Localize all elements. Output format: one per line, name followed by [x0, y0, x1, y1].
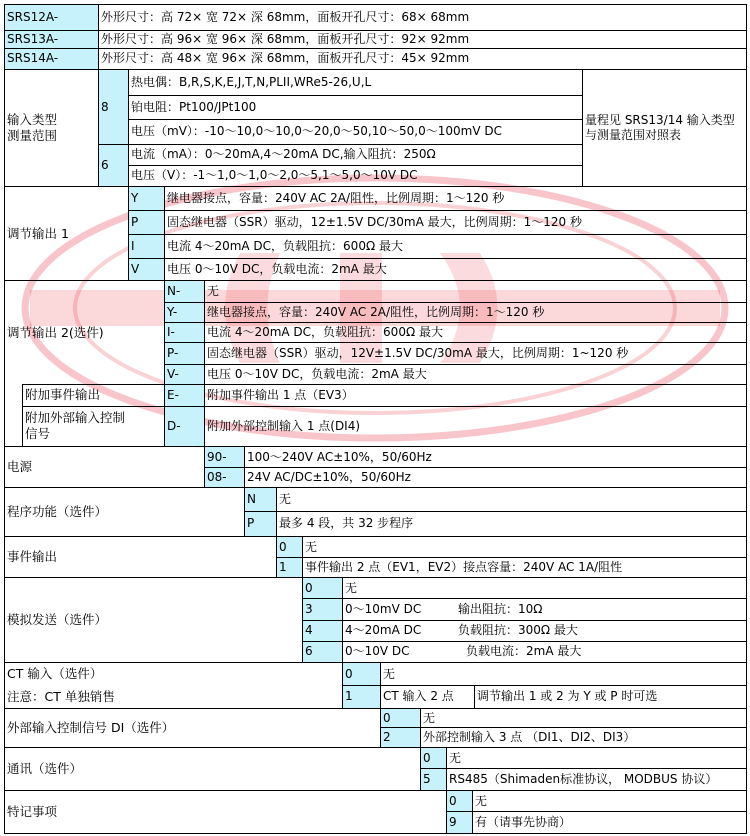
grid-line — [4, 446, 746, 447]
output1-code-i: I — [128, 234, 164, 258]
special-desc-0: 无 — [475, 793, 488, 808]
model-code-srs13a: SRS13A- — [4, 30, 98, 48]
output2-desc-y: 继电器接点，容量：240V AC 2A/阻性，比例周期：1～120 秒 — [207, 304, 545, 319]
ct-code-0: 0 — [342, 663, 380, 685]
grid-line — [4, 662, 746, 663]
ct-desc-0: 无 — [383, 666, 396, 681]
output1-desc-i: 电流 4～20mA DC，负载阻抗：600Ω 最大 — [167, 238, 403, 253]
grid-line — [582, 69, 583, 186]
power-code-90: 90- — [204, 447, 244, 467]
grid-line — [164, 342, 746, 343]
model-desc-srs12a: 外形尺寸：高 72× 宽 72× 深 68mm，面板开孔尺寸：68× 68mm — [101, 10, 470, 24]
di4-code: D- — [164, 406, 204, 446]
analog-extra-3: 输出阻抗：10Ω — [458, 601, 543, 616]
grid-line — [204, 467, 746, 468]
output2-code-p: P- — [164, 342, 204, 364]
analog-code-3: 3 — [302, 598, 342, 620]
di-ext-label: 外部输入控制信号 DI（选件） — [7, 720, 175, 736]
grid-line — [302, 536, 303, 662]
di-ext-code-0: 0 — [380, 709, 420, 727]
ct-label: CT 输入（选件） — [7, 666, 103, 682]
power-label: 电源 — [7, 459, 33, 475]
grid-line — [380, 662, 381, 747]
input-rtd: 铂电阻：Pt100/JPt100 — [131, 99, 257, 114]
grid-line — [164, 364, 746, 365]
special-label: 特记事项 — [7, 804, 58, 820]
frame-bottom — [4, 833, 746, 834]
grid-line — [474, 685, 475, 708]
grid-line — [22, 384, 23, 446]
grid-line — [4, 186, 746, 187]
grid-line — [380, 727, 746, 728]
output2-desc-v: 电压 0～10V DC，负载电流：2mA 最大 — [207, 366, 427, 381]
grid-line — [4, 790, 746, 791]
event3-label: 附加事件输出 — [25, 387, 101, 403]
comm-code-5: 5 — [420, 768, 446, 790]
event-output-label: 事件输出 — [7, 549, 58, 565]
ct-extra-1: 调节输出 1 或 2 为 Y 或 P 时可选 — [477, 689, 658, 703]
grid-line — [276, 557, 746, 558]
output1-code-v: V — [128, 258, 164, 280]
di4-desc: 附加外部控制输入 1 点(DI4) — [207, 418, 361, 433]
output2-code-y: Y- — [164, 302, 204, 322]
comm-code-0: 0 — [420, 748, 446, 768]
grid-line — [164, 186, 165, 280]
special-code-0: 0 — [446, 791, 472, 811]
model-code-srs14a: SRS14A- — [4, 48, 98, 69]
input-code-8: 8 — [98, 70, 128, 144]
grid-line — [164, 280, 165, 446]
analog-code-6: 6 — [302, 641, 342, 662]
grid-line — [4, 487, 746, 488]
frame-top — [4, 4, 746, 5]
grid-line — [4, 536, 746, 537]
grid-line — [128, 186, 129, 280]
program-code-p: P — [244, 511, 276, 536]
output1-desc-y: 继电器接点，容量：240V AC 2A/阻性，比例周期：1～120 秒 — [167, 191, 505, 205]
output2-label: 调节输出 2(选件) — [7, 324, 104, 340]
di-ext-desc-2: 外部控制输入 3 点 （DI1、DI2、DI3） — [423, 729, 636, 744]
output1-code-y: Y — [128, 187, 164, 210]
output2-code-n: N- — [164, 281, 204, 302]
grid-line — [204, 280, 205, 446]
analog-code-4: 4 — [302, 620, 342, 641]
analog-desc-3: 0～10mV DC — [345, 601, 422, 616]
program-desc-p: 最多 4 段，共 32 步程序 — [279, 516, 414, 530]
di-ext-desc-0: 无 — [423, 710, 436, 725]
grid-line — [4, 708, 746, 709]
grid-line — [244, 511, 746, 512]
grid-line — [22, 406, 746, 407]
grid-line — [98, 4, 99, 186]
analog-extra-6: 负载电流：2mA 最大 — [466, 644, 582, 658]
grid-line — [22, 384, 746, 385]
grid-line — [4, 280, 746, 281]
analog-extra-4: 负载阻抗：300Ω 最大 — [458, 623, 578, 637]
ct-code-1: 1 — [342, 685, 380, 708]
power-desc-90: 100～240V AC±10%，50/60Hz — [247, 449, 432, 464]
input-range-note: 量程见 SRS13/14 输入类型与测量范围对照表 — [585, 113, 735, 142]
grid-line — [420, 708, 421, 790]
ct-desc-1: CT 输入 2 点 — [383, 689, 454, 703]
grid-line — [4, 747, 746, 748]
output1-code-p: P — [128, 210, 164, 234]
model-desc-srs14a: 外形尺寸：高 48× 宽 96× 深 68mm，面板开孔尺寸：45× 92mm — [101, 51, 470, 65]
grid-line — [276, 487, 277, 577]
grid-line — [128, 95, 582, 96]
grid-line — [302, 641, 746, 642]
program-label: 程序功能（选件） — [7, 504, 108, 520]
event3-code: E- — [164, 384, 204, 406]
input-mv: 电压（mV）：-10～10,0～10,0～20,0～50,10～50,0～100mV DC — [131, 124, 502, 138]
event-output-code-0: 0 — [276, 537, 302, 557]
program-code-n: N — [244, 488, 276, 511]
output2-desc-n: 无 — [207, 284, 220, 298]
grid-line — [302, 598, 746, 599]
grid-line — [446, 811, 746, 812]
event-output-code-1: 1 — [276, 557, 302, 577]
power-desc-08: 24V AC/DC±10%，50/60Hz — [247, 469, 411, 484]
event-output-desc-0: 无 — [305, 539, 318, 554]
grid-line — [244, 446, 245, 536]
model-code-srs12a: SRS12A- — [4, 5, 98, 30]
output2-desc-i: 电流 4～20mA DC，负载阻抗：600Ω 最大 — [207, 324, 443, 339]
frame-left — [4, 4, 5, 834]
comm-desc-5: RS485（Shimaden标准协议， MODBUS 协议） — [449, 771, 718, 786]
analog-desc-6: 0～10V DC — [345, 644, 410, 658]
di-ext-code-2: 2 — [380, 727, 420, 747]
special-desc-9: 有（请事先协商） — [475, 814, 572, 829]
output1-desc-v: 电压 0～10V DC，负载电流：2mA 最大 — [167, 261, 387, 276]
input-ma: 电流（mA）：0～20mA,4～20mA DC,输入阻抗：250Ω — [131, 147, 436, 161]
input-code-6: 6 — [98, 144, 128, 186]
analog-desc-4: 4～20mA DC — [345, 623, 422, 637]
model-desc-srs13a: 外形尺寸：高 96× 宽 96× 深 68mm，面板开孔尺寸：92× 92mm — [101, 31, 470, 46]
special-code-9: 9 — [446, 811, 472, 833]
comm-label: 通讯（选件） — [7, 761, 83, 777]
comm-desc-0: 无 — [449, 750, 462, 765]
output2-code-v: V- — [164, 364, 204, 384]
grid-line — [4, 69, 746, 70]
grid-line — [342, 685, 746, 686]
grid-line — [128, 210, 746, 211]
ct-note: 注意：CT 单独销售 — [7, 688, 115, 704]
analog-label: 模拟发送（选件） — [7, 612, 108, 628]
grid-line — [4, 30, 746, 31]
event-output-desc-1: 事件输出 2 点（EV1，EV2）接点容量：240V AC 1A/阻性 — [305, 559, 623, 574]
grid-line — [128, 119, 582, 120]
grid-line — [302, 620, 746, 621]
input-thermocouple: 热电偶：B,R,S,K,E,J,T,N,PLII,WRe5-26,U,L — [131, 75, 372, 89]
grid-line — [342, 577, 343, 708]
output1-desc-p: 固态继电器（SSR）驱动，12±1.5V DC/30mA 最大，比例周期：1～120 秒 — [167, 214, 583, 229]
grid-line — [4, 48, 746, 49]
input-type-label: 输入类型 测量范围 — [7, 112, 58, 143]
grid-line — [98, 144, 582, 145]
input-v: 电压（V）：-1～1,0～1,0～2,0～5,1～5,0～10V DC — [131, 168, 418, 182]
analog-code-0: 0 — [302, 578, 342, 598]
power-code-08: 08- — [204, 467, 244, 487]
grid-line — [164, 302, 746, 303]
output1-label: 调节输出 1 — [7, 225, 69, 241]
di4-label: 附加外部输入控制 信号 — [25, 410, 126, 441]
grid-line — [128, 234, 746, 235]
analog-desc-0: 无 — [345, 580, 358, 595]
output2-code-i: I- — [164, 322, 204, 342]
event3-desc: 附加事件输出 1 点（EV3） — [207, 387, 354, 402]
output2-desc-p: 固态继电器（SSR）驱动，12V±1.5V DC/30mA 最大，比例周期：1~120 秒 — [207, 345, 629, 360]
grid-line — [128, 69, 129, 186]
grid-line — [420, 768, 746, 769]
grid-line — [128, 258, 746, 259]
grid-line — [128, 165, 582, 166]
frame-right — [746, 4, 747, 834]
grid-line — [4, 577, 746, 578]
grid-line — [164, 322, 746, 323]
program-desc-n: 无 — [279, 492, 292, 506]
